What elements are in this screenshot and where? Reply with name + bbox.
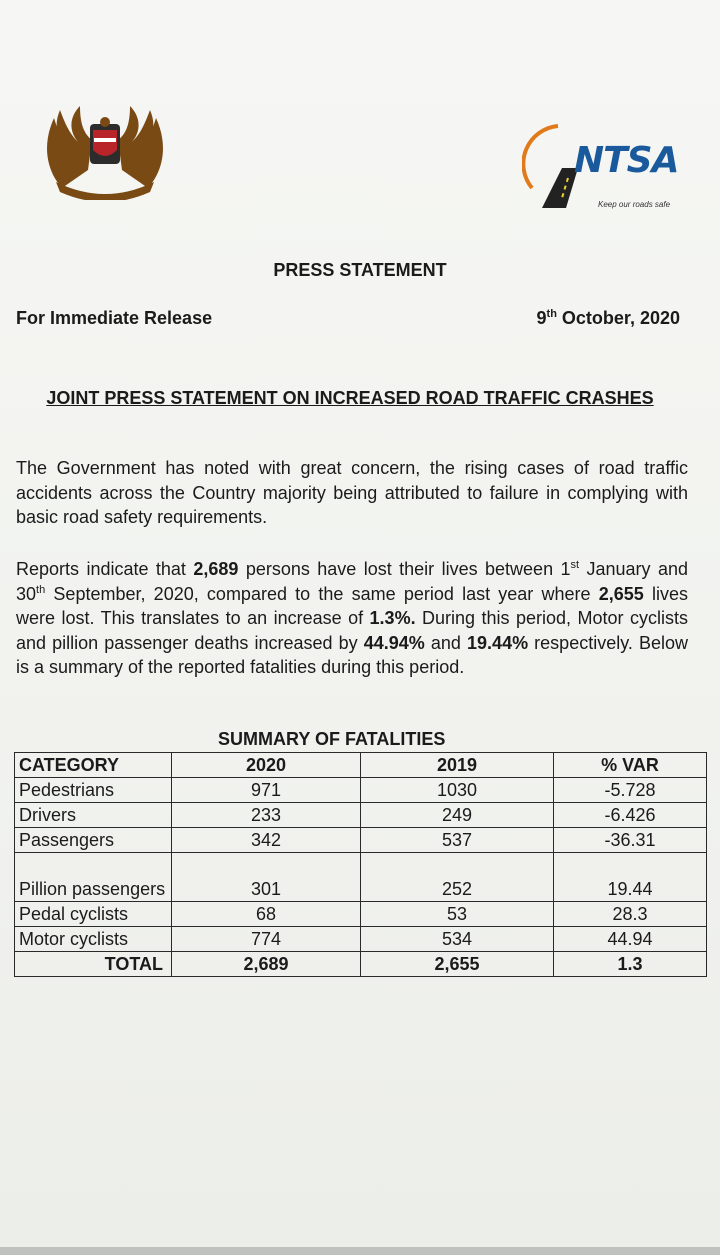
text-run: and: [424, 632, 468, 653]
fatalities-2019-figure: 2,655: [598, 583, 644, 604]
press-statement-heading: PRESS STATEMENT: [273, 260, 447, 280]
ntsa-logo: [522, 118, 682, 218]
row-2020: 68: [172, 902, 361, 927]
total-2020: 2,689: [172, 952, 361, 977]
statement-date: [537, 308, 680, 329]
row-var: 19.44: [554, 853, 707, 902]
ntsa-tagline: Keep our roads safe: [598, 200, 671, 209]
header-category: CATEGORY: [15, 753, 172, 778]
total-2019: 2,655: [361, 952, 554, 977]
fatalities-2020-figure: 2,689: [193, 559, 239, 579]
national-police-service-logo: [40, 100, 170, 200]
release-label: For Immediate Release: [16, 308, 213, 328]
row-2020: 774: [172, 927, 361, 952]
header-2019: 2019: [361, 753, 554, 778]
fatalities-table: [14, 752, 707, 977]
header-2020: 2020: [172, 753, 361, 778]
row-var: 44.94: [554, 927, 707, 952]
motor-cyclists-percent: 44.94%: [363, 632, 425, 653]
intro-paragraph: The Government has noted with great concern, the rising cases of road traffic accidents across the Country majority being attributed to failure in complying with basic road safety requirements.: [16, 458, 688, 527]
ordinal-suffix: st: [570, 559, 580, 571]
row-var: 28.3: [554, 902, 707, 927]
text-run: lives were lost. This translates to an increase of: [16, 583, 688, 628]
row-category: Motor cyclists: [15, 927, 172, 952]
row-category: Pillion passengers: [15, 853, 172, 902]
row-2019: 537: [361, 828, 554, 853]
ordinal-suffix: th: [36, 583, 46, 596]
table-row: [15, 927, 707, 952]
row-var: -36.31: [554, 828, 707, 853]
total-var: 1.3: [554, 952, 707, 977]
row-2019: 252: [361, 853, 554, 902]
date-rest: October, 2020: [556, 308, 680, 328]
table-row: [15, 853, 707, 902]
table-row: [15, 828, 707, 853]
text-run: respectively. Below is a summary of the reported fatalities during this period.: [16, 632, 688, 677]
row-2019: 1030: [361, 778, 554, 803]
row-category: Passengers: [15, 828, 172, 853]
text-run: persons have lost their lives between 1: [238, 559, 571, 579]
text-run: Reports indicate that: [16, 559, 194, 579]
row-2019: 53: [361, 902, 554, 927]
row-var: -5.728: [554, 778, 707, 803]
ntsa-brand-text: NTSA: [574, 140, 679, 181]
date-day: 9: [536, 308, 547, 328]
row-2019: 534: [361, 927, 554, 952]
bottom-edge: [0, 1247, 720, 1255]
statistics-paragraph: [16, 557, 688, 680]
text-run: September, 2020, compared to the same period last year where: [45, 583, 599, 604]
header-var: % VAR: [554, 753, 707, 778]
date-suffix: th: [546, 308, 557, 320]
row-2020: 301: [172, 853, 361, 902]
row-2020: 233: [172, 803, 361, 828]
table-title: SUMMARY OF FATALITIES: [218, 729, 446, 749]
table-row: [15, 803, 707, 828]
row-category: Drivers: [15, 803, 172, 828]
row-2020: 971: [172, 778, 361, 803]
row-category: Pedal cyclists: [15, 902, 172, 927]
text-run: January and 30: [16, 559, 688, 604]
text-run: During this period, Motor cyclists and pillion passenger deaths increased by: [16, 608, 688, 653]
row-category: Pedestrians: [15, 778, 172, 803]
row-2019: 249: [361, 803, 554, 828]
pillion-percent: 19.44%: [467, 632, 529, 653]
table-row: [15, 778, 707, 803]
total-label: TOTAL: [15, 952, 172, 977]
increase-percent: 1.3%.: [369, 608, 416, 628]
table-row: [15, 902, 707, 927]
statement-title: JOINT PRESS STATEMENT ON INCREASED ROAD TRAFFIC CRASHES: [46, 388, 654, 408]
table-header-row: [15, 753, 707, 778]
row-2020: 342: [172, 828, 361, 853]
row-var: -6.426: [554, 803, 707, 828]
table-total-row: [15, 952, 707, 977]
